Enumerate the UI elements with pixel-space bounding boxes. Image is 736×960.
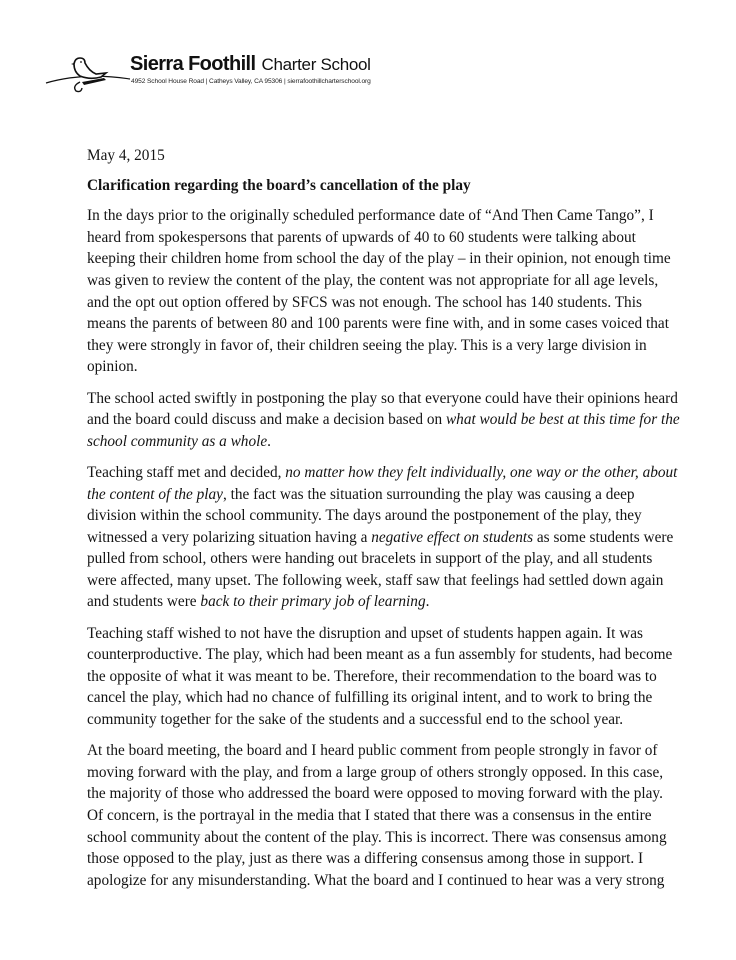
text-line [87,292,667,314]
paragraph [87,623,673,731]
letter-date: May 4, 2015 [87,147,165,164]
text-line [87,227,667,249]
text-line [87,762,667,784]
text-line [87,548,667,570]
text-line [87,462,678,484]
text-line [87,827,667,849]
paragraph [87,205,671,378]
text-line [87,248,671,270]
italic-text: what would be best at this time for the [445,411,680,429]
text-run: Teaching staff wished to not have the disruption and upset of students happen again. It was [87,624,644,642]
text-run: At the board meeting, the board and I heard public comment from people strongly in favor of [87,742,658,760]
text-run: . [425,593,430,611]
italic-text: school community as a whole [87,432,268,450]
bird-on-branch-icon [44,52,132,100]
text-line [87,740,667,762]
text-line [87,848,667,870]
text-run: cancel the play, which had no chance of fulfilling its original intent, and to work to bring the [87,689,653,707]
text-line [87,313,667,335]
text-run: was given to review the content of the play, the content was not appropriate for all age levels, [87,271,659,289]
text-line [87,805,667,827]
letterhead [44,50,404,100]
text-run: as some students were [533,528,674,546]
text-line [87,570,667,592]
text-run: Of concern, is the portrayal in the media that I stated that there was a consensus in the entire [87,807,652,824]
text-line [87,687,667,709]
text-run: The school acted swiftly in postponing the play so that everyone could have their opinions heard [87,389,678,407]
school-name [130,53,371,76]
italic-text: the content of the play [87,485,223,503]
italic-text: negative effect on students [371,528,534,546]
school-name-light: Charter School [261,55,371,74]
text-line [87,644,673,666]
text-line [87,666,667,688]
text-line [87,356,667,378]
text-run: pulled from school, others were handing out bracelets in support of the play, and all students [87,550,653,568]
letter-title: Clarification regarding the board’s cancellation of the play [87,176,471,194]
text-run: division within the school community. The days around the postponement of the play, they [87,507,642,525]
school-name-bold: Sierra Foothill [130,53,256,75]
text-run: Teaching staff met and decided, [87,463,286,481]
text-line [87,505,667,527]
text-run: and the opt out option offered by SFCS was not enough. The school has 140 students. This [87,293,642,311]
text-run: opinion. [87,358,138,376]
text-run: school community about the content of the play. This is incorrect. There was consensus among [87,828,667,846]
text-line [87,431,667,453]
text-line [87,270,667,292]
text-run: and the board could discuss and make a decision based on [87,411,446,429]
text-line [87,484,667,506]
text-run: keeping their children home from school the day of the play – in their opinion, not enough time [87,250,671,268]
text-run: and students were [87,593,201,611]
text-run: apologize for any misunderstanding. What the board and I continued to hear was a very strong [87,871,665,889]
text-line [87,870,667,892]
school-address: 4952 School House Road | Catheys Valley, CA 95306 | sierrafoothillcharterschool.org [131,78,371,85]
text-line [87,388,678,410]
paragraph [87,740,667,891]
text-line [87,409,680,431]
letter-paragraphs [87,205,680,891]
text-run: they were strongly in favor of, their children seeing the play. This is a very large division in [87,336,647,354]
italic-text: back to their primary job of learning [200,593,426,611]
text-line [87,783,667,805]
text-run: the majority of those who addressed the board were opposed to moving forward with the play. [87,785,663,803]
text-run: community together for the sake of the students and a successful end to the school year. [87,711,624,729]
letter-body [87,145,680,901]
text-run: . [267,432,271,450]
text-run: , the fact was the situation surrounding the play was causing a deep [222,485,635,503]
paragraph [87,388,680,453]
text-line [87,527,674,549]
italic-text: no matter how they felt individually, one way or the other, about [285,463,678,481]
text-line [87,335,667,357]
text-line [87,623,667,645]
text-line [87,205,667,227]
text-run: the opposite of what it was meant to be. Therefore, their recommendation to the board was to [87,667,657,685]
text-run: those opposed to the play, just as there was a differing consensus among those in support. I [87,850,644,868]
text-run: witnessed a very polarizing situation having a [87,528,372,546]
text-run: means the parents of between 80 and 100 parents were fine with, and in some cases voiced that [87,315,669,333]
paragraph [87,462,678,613]
text-run: were affected, many upset. The following week, staff saw that feelings had settled down again [87,571,664,589]
text-line [87,709,667,731]
text-line [87,591,667,613]
text-run: heard from spokespersons that parents of upwards of 40 to 60 students were talking about [87,228,636,246]
text-run: moving forward with the play, and from a large group of others strongly opposed. In this case, [87,763,664,781]
text-run: counterproductive. The play, which had been meant as a fun assembly for students, had become [87,646,673,664]
text-run: In the days prior to the originally scheduled performance date of “And Then Came Tango”, I [87,207,654,225]
